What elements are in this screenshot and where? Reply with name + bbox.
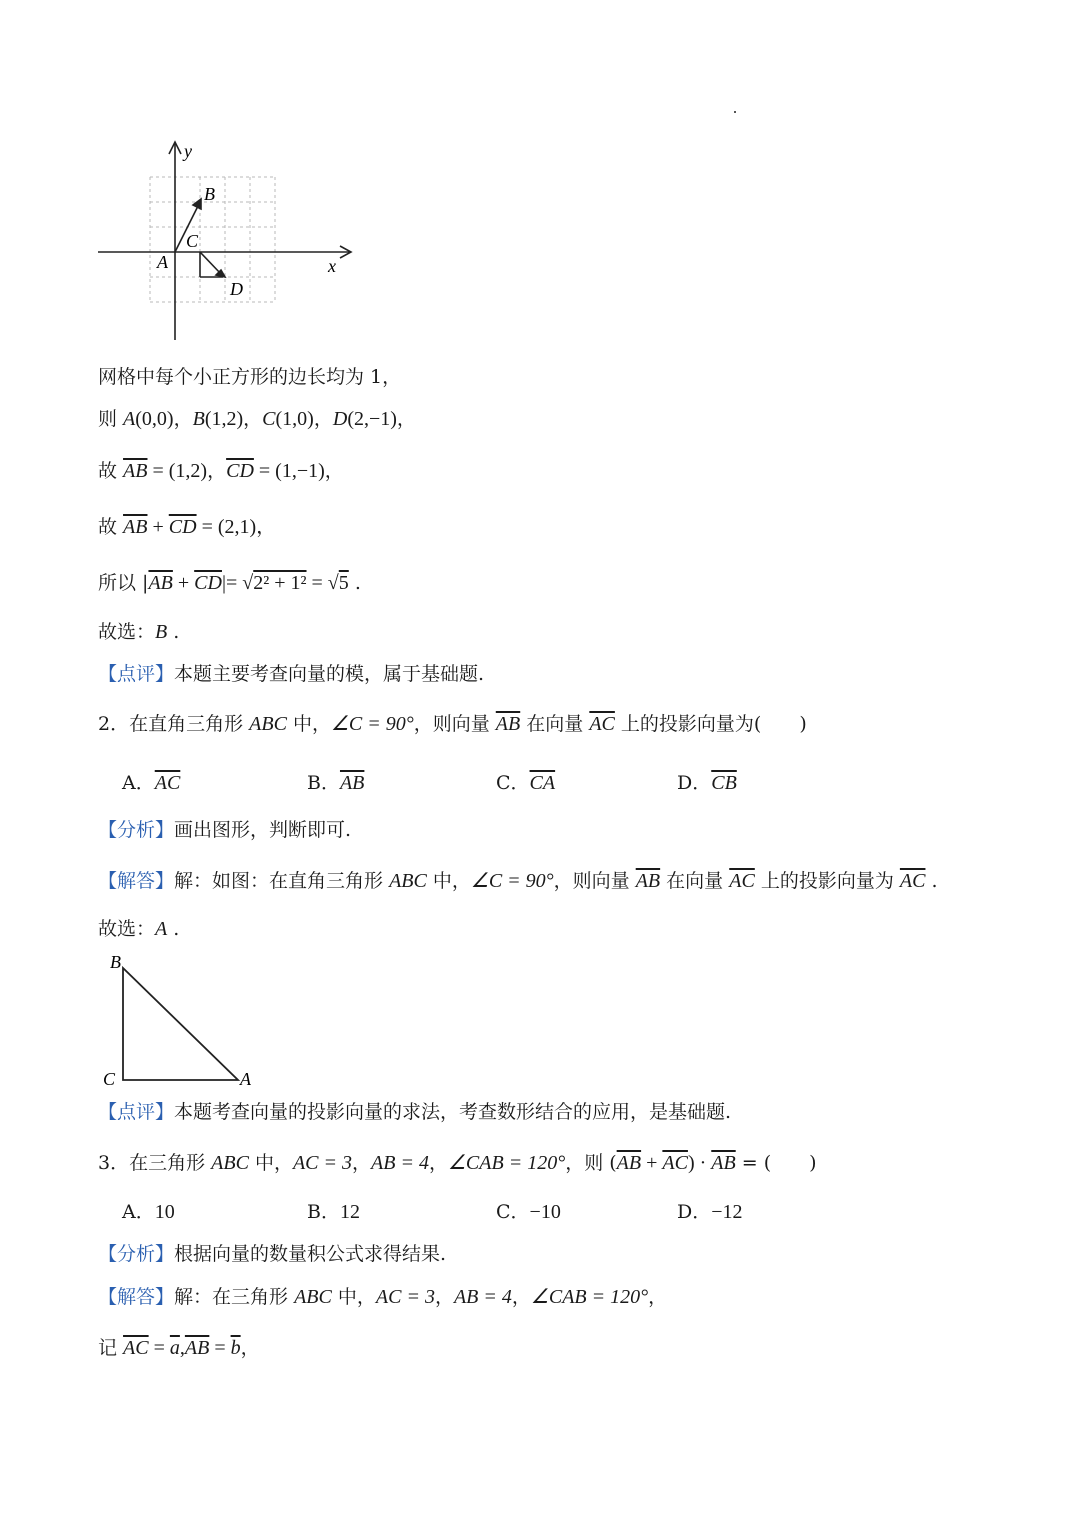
text: .: [348, 572, 361, 594]
math: (1,0): [275, 408, 314, 430]
math: +: [147, 516, 169, 538]
text: 记: [98, 1337, 124, 1359]
answer-1: [98, 619, 179, 645]
option-label: C．: [496, 1201, 530, 1223]
text: 在三角形: [129, 1152, 212, 1174]
math: A: [123, 408, 136, 430]
text: = ( ): [735, 1152, 817, 1174]
math: 2² + 1²: [253, 572, 307, 594]
math: =: [148, 1337, 170, 1359]
text: ，: [324, 460, 344, 482]
q2-option-d[interactable]: [677, 770, 737, 796]
solution-2: [98, 868, 938, 894]
question-number: 2．: [98, 713, 130, 735]
grid-note: [98, 364, 401, 390]
point-b-label: B: [204, 184, 215, 204]
text: ，则向量: [553, 870, 636, 892]
tag: 【分析】: [98, 1243, 175, 1265]
point-coordinates: [98, 406, 416, 432]
notation-line: [98, 1335, 260, 1361]
q3-option-b[interactable]: [307, 1199, 360, 1225]
text: .: [167, 621, 180, 643]
vector: $\overline{AB}$: [711, 1152, 736, 1174]
text: 在向量: [520, 713, 590, 735]
text: ，: [313, 408, 333, 430]
q2-option-c[interactable]: [496, 770, 555, 796]
text: ，: [207, 460, 227, 482]
vector: $\overline{AC}$: [589, 713, 615, 735]
text: 中，: [426, 870, 471, 892]
text: 故: [98, 460, 124, 482]
option-value: −12: [711, 1201, 743, 1223]
text: 所以 |: [98, 572, 149, 594]
option-label: B．: [307, 1201, 340, 1223]
triangle-figure: [98, 950, 268, 1090]
option-value: $\overline{AC}$: [154, 772, 181, 794]
math: ∠CAB = 120°: [530, 1286, 649, 1308]
option-value: 10: [154, 1201, 175, 1223]
vector: $\overline{AB}$: [148, 572, 173, 594]
math: =: [209, 1337, 231, 1359]
text: .: [167, 918, 180, 940]
triangle-c-label: C: [103, 1069, 116, 1089]
math: = √: [306, 572, 339, 594]
vector: $\overline{AB}$: [635, 870, 661, 892]
math: C: [262, 408, 276, 430]
text: 故选：: [98, 918, 156, 940]
text: 上的投影向量为( ): [614, 713, 807, 735]
text: ，: [511, 1286, 531, 1308]
option-value: $\overline{AB}$: [339, 772, 365, 794]
math: +: [172, 572, 195, 594]
option-value: −10: [529, 1201, 561, 1223]
math: 5: [338, 572, 349, 594]
x-axis-label: x: [328, 256, 336, 276]
math: ABC: [294, 1286, 332, 1308]
vector: $\overline{AC}$: [662, 1152, 688, 1174]
math: ABC: [389, 870, 427, 892]
grid-note-text: 网格中每个小正方形的边长均为 1，: [98, 366, 402, 388]
question-3: [98, 1150, 817, 1176]
analysis-2: [98, 817, 351, 843]
vector: $\overline{AB}$: [123, 516, 148, 538]
triangle-a-label: A: [240, 1069, 251, 1089]
question-number: 3．: [98, 1152, 130, 1174]
q3-option-d[interactable]: [677, 1199, 743, 1225]
vector: $\overline{CD}$: [194, 572, 222, 594]
text: 在直角三角形: [129, 713, 250, 735]
math: ABC: [249, 713, 287, 735]
math: ,: [179, 1337, 185, 1359]
math: = (1,−1): [253, 460, 325, 482]
math: AB = 4: [453, 1286, 512, 1308]
text: ，: [243, 408, 263, 430]
math: (2,−1): [347, 408, 397, 430]
math: ∠CAB = 120°: [448, 1152, 566, 1174]
tag: 【解答】: [98, 1286, 175, 1308]
math: D: [332, 408, 348, 430]
vector: $\overline{AC}$: [123, 1337, 149, 1359]
math: ) ·: [687, 1152, 712, 1174]
option-label: C．: [496, 772, 530, 794]
vector-sum: [98, 514, 276, 540]
text: 在向量: [660, 870, 730, 892]
math: (1,2): [204, 408, 244, 430]
axes: [98, 142, 351, 340]
solution-3: [98, 1284, 667, 1310]
q2-option-a[interactable]: [122, 770, 180, 796]
vector: $\overline{b}$: [230, 1337, 241, 1359]
math: ABC: [211, 1152, 249, 1174]
text: 本题考查向量的投影向量的求法，考查数形结合的应用，是基础题.: [174, 1101, 732, 1123]
vector: $\overline{AB}$: [616, 1152, 642, 1174]
math: B: [192, 408, 205, 430]
point-c-label: C: [186, 231, 199, 251]
tag: 【点评】: [98, 663, 175, 685]
text: 解：在三角形: [174, 1286, 295, 1308]
text: ，: [240, 1337, 260, 1359]
text: ，: [352, 1152, 372, 1174]
text: 根据向量的数量积公式求得结果.: [174, 1243, 447, 1265]
math: = (2,1)，: [196, 516, 277, 538]
review-1: [98, 661, 484, 687]
math: ∠C = 90°: [330, 713, 414, 735]
tag: 【点评】: [98, 1101, 175, 1123]
text: ，则 (: [565, 1152, 617, 1174]
q2-option-b[interactable]: [307, 770, 364, 796]
q3-option-a[interactable]: [122, 1199, 175, 1225]
text: ，则向量: [413, 713, 496, 735]
vector: $\overline{a}$: [169, 1337, 180, 1359]
math: = (1,2): [147, 460, 208, 482]
q3-option-c[interactable]: [496, 1199, 561, 1225]
text: ，: [428, 1152, 448, 1174]
answer-2: [98, 916, 179, 942]
tag: 【解答】: [98, 870, 175, 892]
analysis-3: [98, 1241, 446, 1267]
text: ，: [173, 408, 193, 430]
text: 本题主要考查向量的模，属于基础题.: [174, 663, 485, 685]
point-d-label: D: [230, 279, 243, 299]
option-value: $\overline{CB}$: [711, 772, 737, 794]
vector: $\overline{AC}$: [899, 870, 926, 892]
text: 画出图形，判断即可.: [174, 819, 352, 841]
triangle-b-label: B: [110, 952, 121, 972]
math: AC = 3: [292, 1152, 353, 1174]
vector-values: [98, 458, 344, 484]
text: 则: [98, 408, 124, 430]
text: 故: [98, 516, 124, 538]
math: AC = 3: [375, 1286, 435, 1308]
text: 中，: [286, 713, 331, 735]
option-label: A．: [122, 1201, 155, 1223]
y-axis-label: y: [184, 141, 192, 161]
option-label: D．: [677, 1201, 712, 1223]
math: (0,0): [135, 408, 174, 430]
text: .: [925, 870, 938, 892]
math: AB = 4: [371, 1152, 429, 1174]
question-2: [98, 711, 807, 737]
vector: $\overline{CD}$: [168, 516, 197, 538]
option-value: 12: [339, 1201, 360, 1223]
text: ，: [648, 1286, 668, 1308]
text: 中，: [248, 1152, 293, 1174]
vector: $\overline{CD}$: [226, 460, 254, 482]
option-label: B．: [307, 772, 340, 794]
text: 上的投影向量为: [754, 870, 900, 892]
text: 解：如图：在直角三角形: [174, 870, 390, 892]
magnitude-result: [98, 570, 361, 596]
text: ，: [434, 1286, 454, 1308]
vector: $\overline{AB}$: [123, 460, 148, 482]
tag: 【分析】: [98, 819, 175, 841]
grid-figure: [90, 135, 360, 345]
text: ，: [396, 408, 416, 430]
math: +: [641, 1152, 663, 1174]
math: ∠C = 90°: [470, 870, 554, 892]
stray-dot: [734, 111, 736, 113]
text: 中，: [331, 1286, 376, 1308]
math: |= √: [221, 572, 254, 594]
option-label: D．: [677, 772, 712, 794]
vector: $\overline{AB}$: [184, 1337, 210, 1359]
option-label: A．: [122, 772, 155, 794]
review-2: [98, 1099, 731, 1125]
text: 故选：: [98, 621, 156, 643]
vector: $\overline{AB}$: [495, 713, 521, 735]
option-value: $\overline{CA}$: [529, 772, 556, 794]
vector: $\overline{AC}$: [729, 870, 755, 892]
point-a-label: A: [157, 252, 168, 272]
math: B: [155, 621, 168, 643]
math: A: [155, 918, 168, 940]
